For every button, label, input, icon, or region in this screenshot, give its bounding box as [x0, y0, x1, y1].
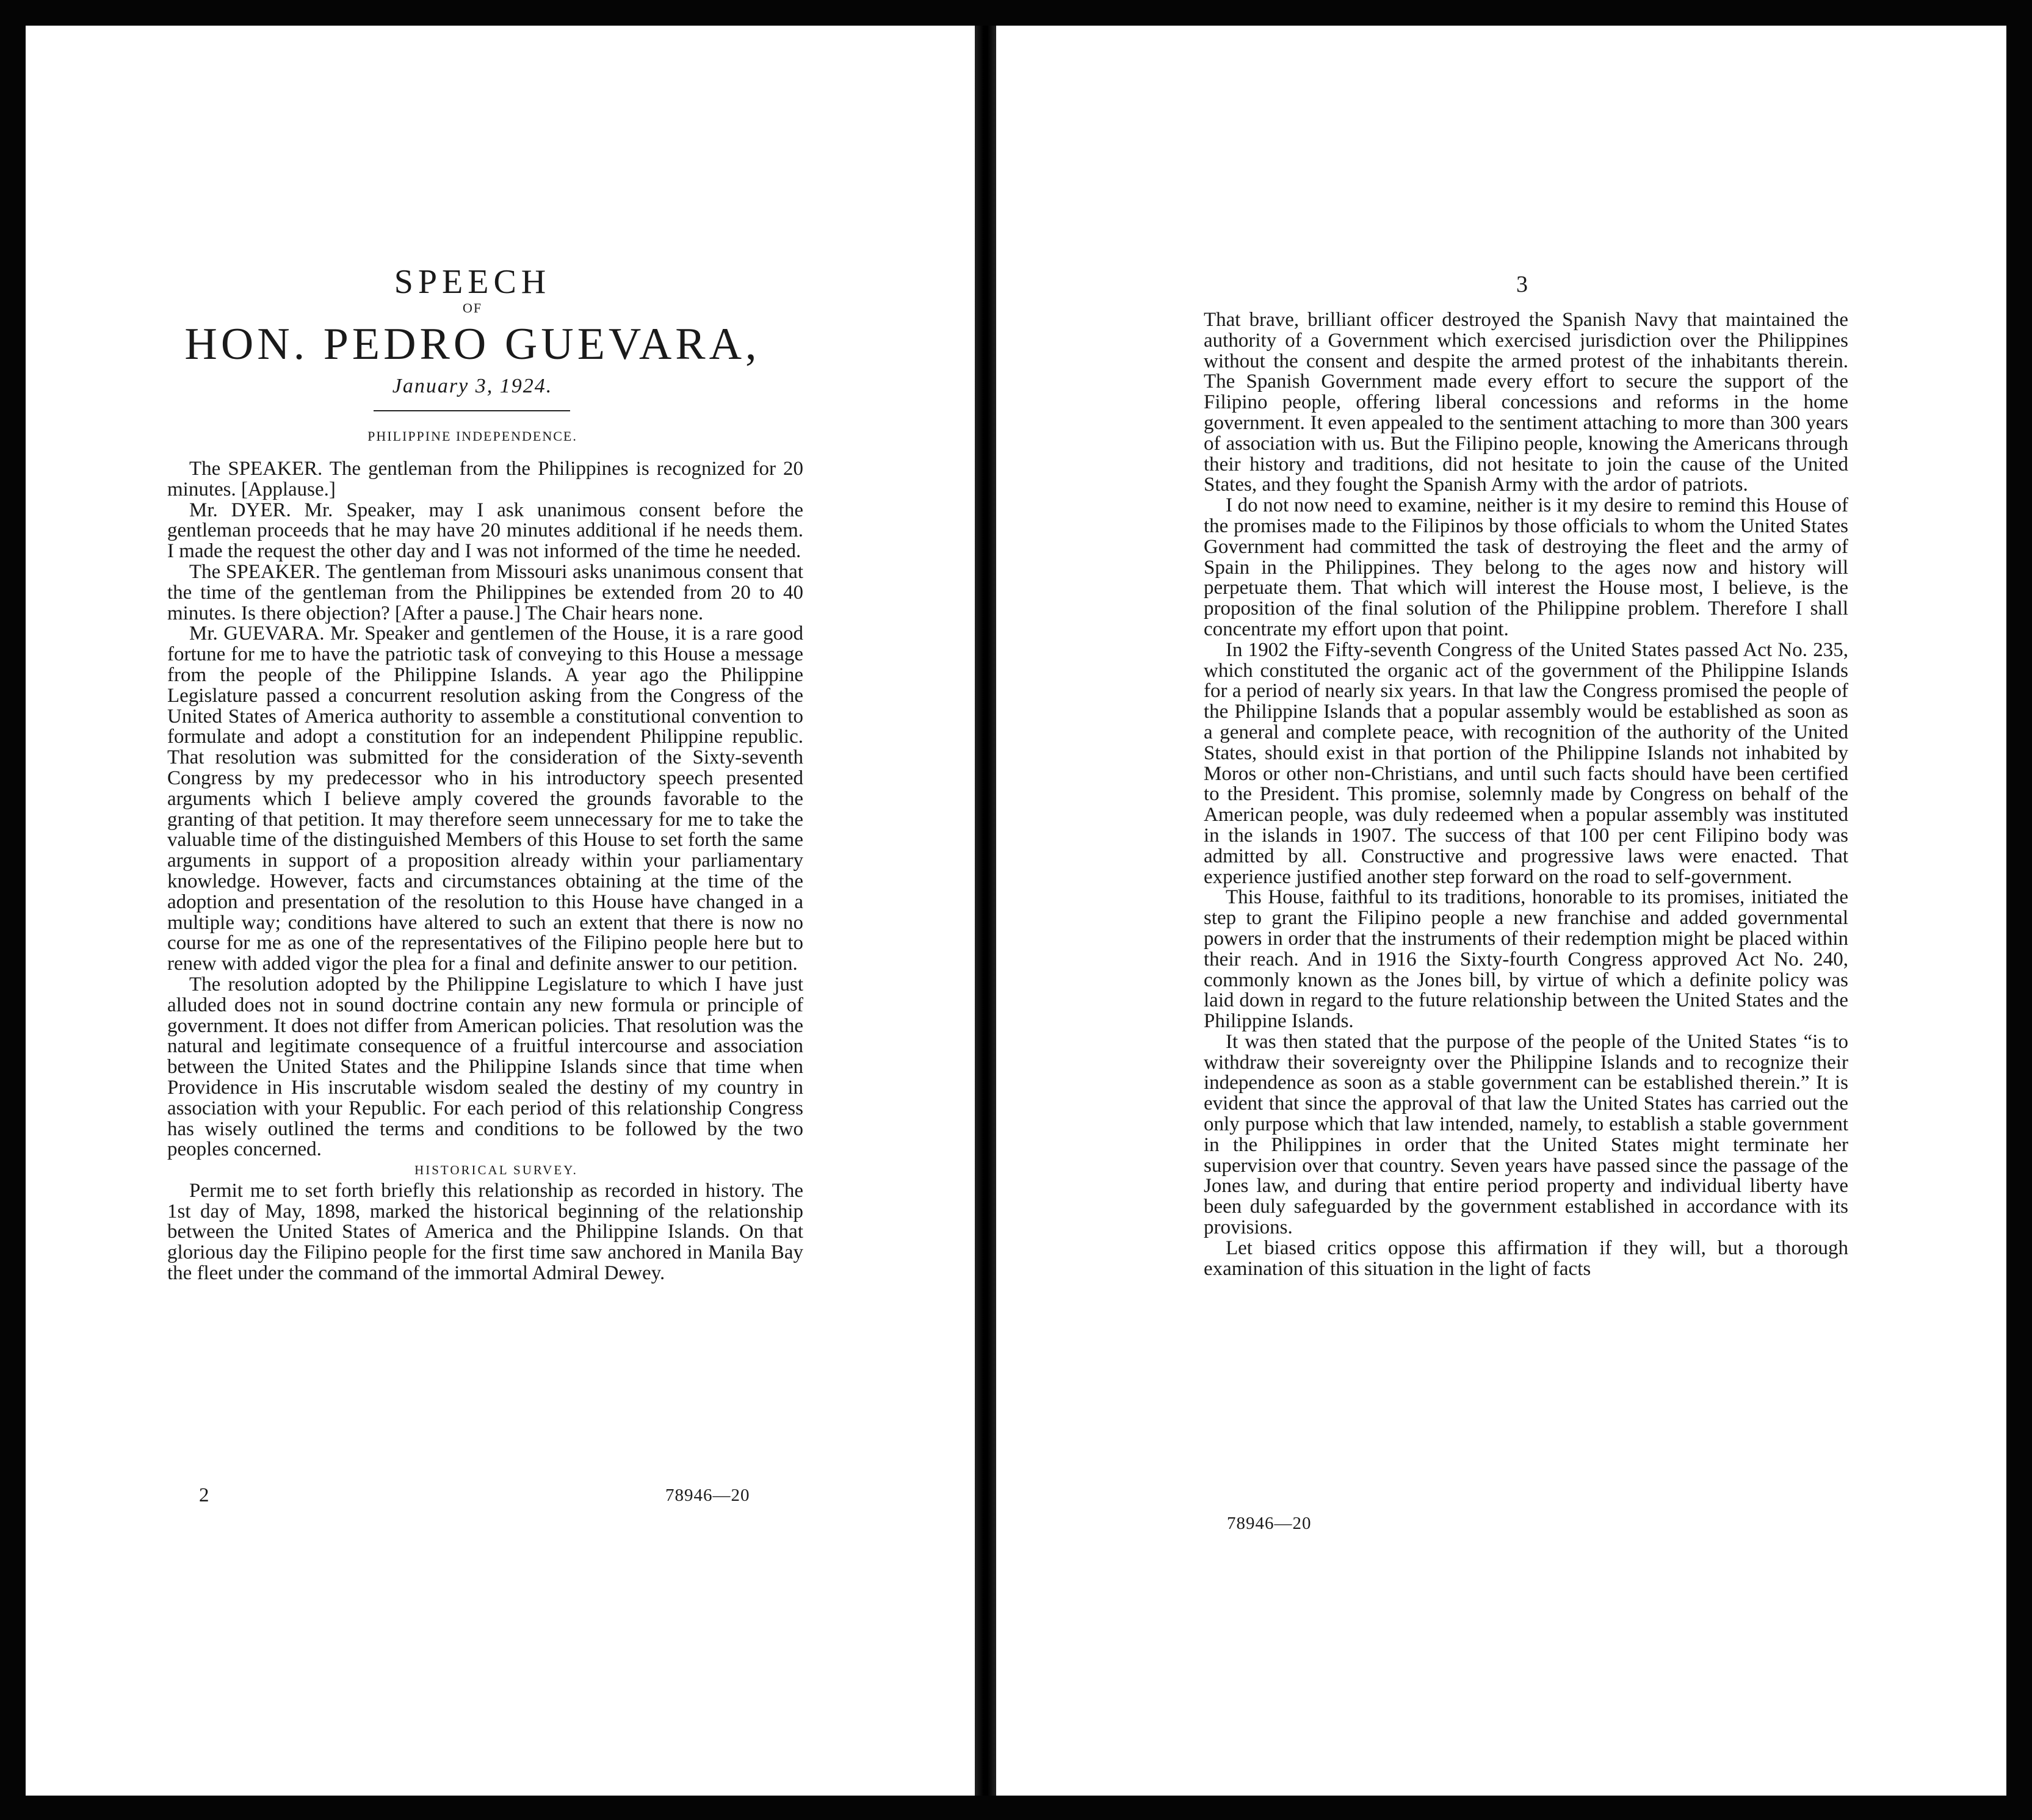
right-column	[1204, 310, 1848, 1279]
print-code: 78946—20	[665, 1486, 750, 1505]
speaker-name: HON. PEDRO GUEVARA,	[184, 319, 761, 369]
left-column	[167, 459, 803, 1284]
paragraph: This House, faithful to its traditions, honorable to its promises, initiated the step to grant the Filipino people a new franchise and added governmental powers in order that the instruments of their redemption might be placed within their reach. And in 1916 the Sixty-fourth Congress approved Act No. 240, commonly known as the Jones bill, by virtue of which a definite policy was laid down in regard to the future relationship between the United States and the Philippine Islands.	[1204, 886, 1848, 1033]
paragraph: Mr. DYER. Mr. Speaker, may I ask unanimous consent before the gentleman proceeds that he may have 20 minutes additional if he needs them. I made the request the other day and I was not informed of the time he needed.	[167, 499, 803, 563]
paragraph: The resolution adopted by the Philippine Legislature to which I have just alluded does not in sound doctrine contain any new formula or principle of government. It does not differ from American policies. That resolution was the natural and legitimate consequence of a fruitful intercourse and association between the United States and the Philippine Islands since that time when Providence in His inscrutable wisdom sealed the destiny of my country in association with your Republic. For each period of this relationship Congress has wisely outlined the terms and conditions to be followed by the two peoples concerned.	[167, 973, 803, 1161]
page-gutter	[975, 26, 996, 1796]
print-code: 78946—20	[1227, 1514, 1312, 1533]
paragraph: The SPEAKER. The gentleman from the Philippines is recognized for 20 minutes. [Applause.]	[167, 458, 803, 500]
paragraph: In 1902 the Fifty-seventh Congress of the United States passed Act No. 235, which constituted the organic act of the government of the Philippine Islands for a period of nearly six years. In that law the Congress promised the people of the Philippine Islands that a popular assembly would be established as soon as a general and complete peace, with recognition of the authority of the United States, should exist in that portion of the Philippine Islands not inhabited by Moros or other non-Christians, and until such facts should have been certified to the President. This promise, solemnly made by Congress on behalf of the American people, was duly redeemed when a popular assembly was instituted in the islands in 1907. The success of that 100 per cent Filipino body was admitted by all. Constructive and progressive laws were enacted. That experience justified another step forward on the road to self-government.	[1204, 638, 1848, 888]
paragraph: Mr. GUEVARA. Mr. Speaker and gentlemen of the House, it is a rare good fortune for me to have the patriotic task of conveying to this House a message from the people of the Philippine Islands. A year ago the Philippine Legislature passed a concurrent resolution asking from the Congress of the United States of America authority to assemble a constitutional convention to formulate and adopt a constitution for an independent Philippine republic. That resolution was submitted for the consideration of the Sixty-seventh Congress by my predecessor who in his introductory speech presented arguments which I believe amply covered the grounds favorable to the granting of that petition. It may therefore seem unnecessary for me to take the valuable time of the distinguished Members of this House to set forth the same arguments in support of a proposition already within your parliamentary knowledge. However, facts and circumstances obtaining at the time of the adoption and presentation of the resolution to this House have changed in a multiple way; conditions have altered to such an extent that there is now no course for me as one of the representatives of the Filipino people here but to renew with added vigor the plea for a final and definite answer to our petition.	[167, 623, 803, 975]
title-rule	[374, 410, 570, 411]
speech-date: January 3, 1924.	[392, 375, 553, 397]
paragraph: That brave, brilliant officer destroyed the Spanish Navy that maintained the authority of a Government which exercised jurisdiction over the Philippines without the consent and despite the armed protest of the inhabitants therein. The Spanish Government made every effort to secure the support of the Filipino people, offering liberal concessions and reforms in the home government. It even appealed to the sentiment attaching to more than 300 years of association with us. But the Filipino people, knowing the Americans through their history and traditions, did not hesitate to join the cause of the United States, and they fought the Spanish Army with the ardor of patriots.	[1204, 309, 1848, 496]
paragraph: Let biased critics oppose this affirmation if they will, but a thorough examination of this situation in the light of facts	[1204, 1237, 1848, 1280]
page-number: 3	[1516, 272, 1528, 297]
paragraph: The SPEAKER. The gentleman from Missouri asks unanimous consent that the time of the gentleman from the Philippines be extended from 20 to 40 minutes. Is there objection? [After a pause.] The Chair hears none.	[167, 560, 803, 624]
section-heading: HISTORICAL SURVEY.	[414, 1163, 578, 1178]
speech-subject: PHILIPPINE INDEPENDENCE.	[367, 428, 577, 444]
paragraph: It was then stated that the purpose of the people of the United States “is to withdraw their sovereignty over the Philippine Islands and to recognize their independence as soon as a stable government can be established therein.” It is evident that since the approval of that law the United States has carried out the only purpose which that law intended, namely, to establish a stable government in the Philippines in order that the United States might terminate her supervision over that country. Seven years have passed since the passage of the Jones law, and during that entire period property and individual liberty have been duly safeguarded by the government established in accordance with its provisions.	[1204, 1030, 1848, 1239]
paragraph: Permit me to set forth briefly this relationship as recorded in history. The 1st day of May, 1898, marked the historical beginning of the relationship between the United States of America and the Philippine Islands. On that glorious day the Filipino people for the first time saw anchored in Manila Bay the fleet under the command of the immortal Admiral Dewey.	[167, 1179, 803, 1285]
page-number: 2	[199, 1484, 209, 1506]
speech-of: OF	[462, 300, 483, 316]
paragraph: I do not now need to examine, neither is it my desire to remind this House of the promises made to the Filipinos by those officials to whom the United States Government had committed the task of destroying the fleet and the army of Spain in the Philippines. They belong to the ages now and history will perpetuate them. That which will interest the House most, I believe, is the proposition of the final solution of the Philippine problem. Therefore I shall concentrate my effort upon that point.	[1204, 494, 1848, 640]
speech-title: SPEECH	[394, 263, 551, 301]
